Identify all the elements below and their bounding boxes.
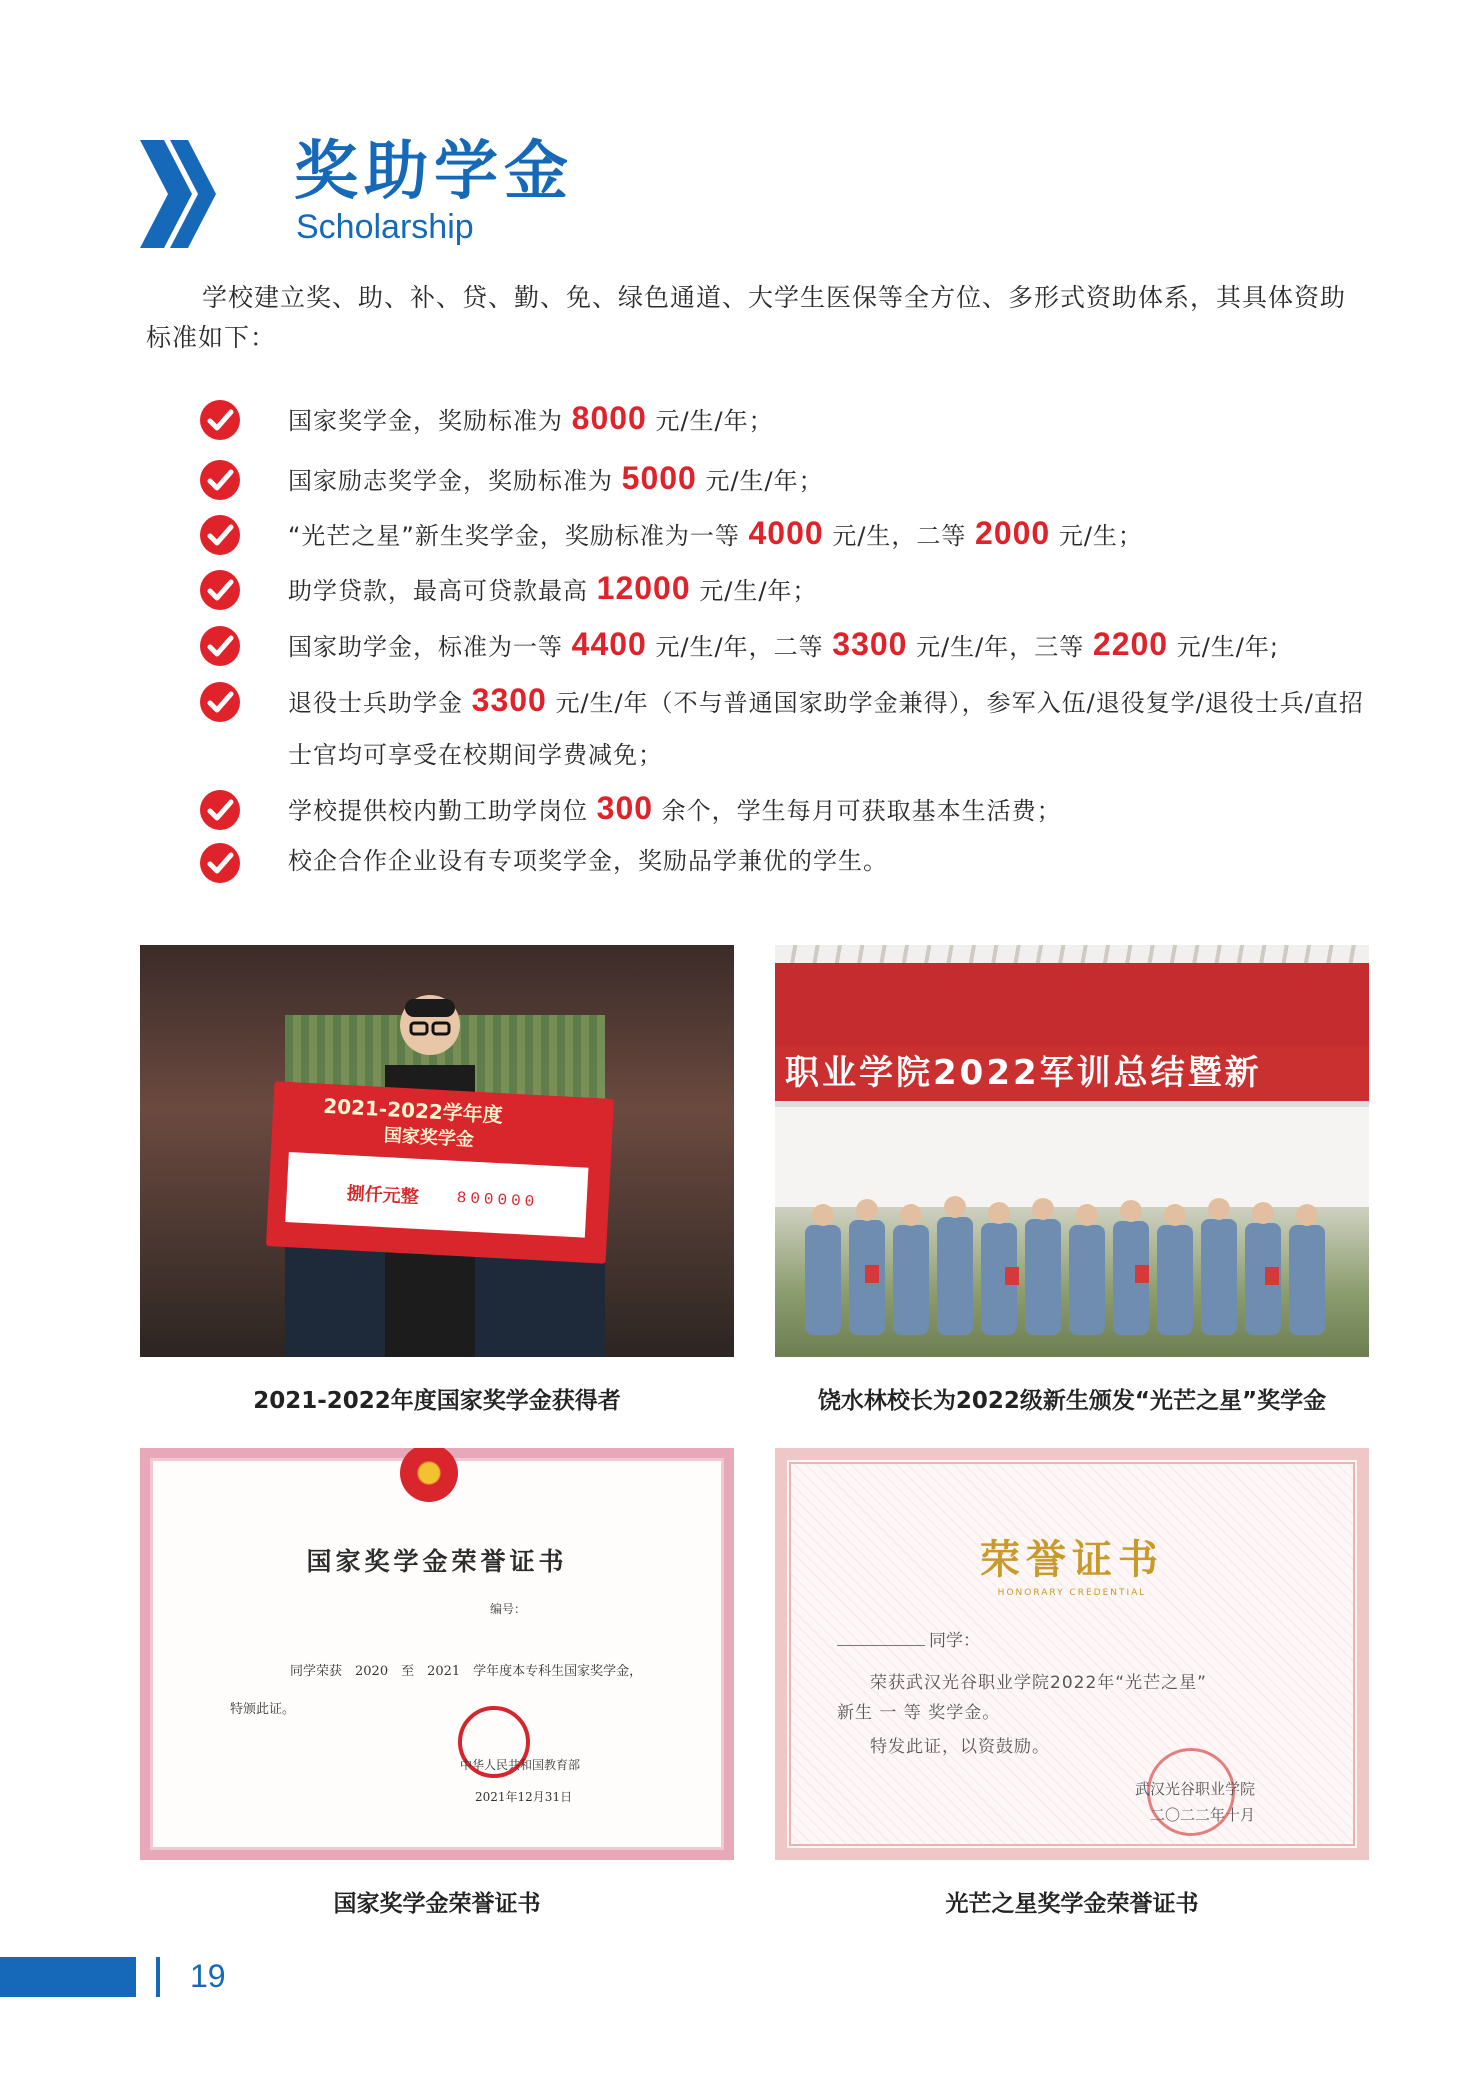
page-number: 19 [190, 1958, 226, 1994]
text-segment: 助学贷款，最高可贷款最高 [288, 577, 597, 605]
text-segment: 国家助学金，标准为一等 [288, 633, 572, 661]
certificate-national-scholarship [140, 1448, 734, 1860]
amount-value: 12000 [596, 570, 691, 606]
text-segment: 元/生/年，三等 [907, 633, 1093, 661]
list-item [200, 680, 1388, 781]
board-amount: 800000 [456, 1188, 539, 1212]
list-item-text [288, 507, 1388, 562]
section-title: 奖助学金 [294, 135, 574, 209]
board-words: 捌仟元整 [346, 1183, 420, 1208]
amount-value: 8000 [571, 400, 647, 436]
text-segment: 元/生/年； [646, 407, 774, 435]
footer-divider [156, 1957, 160, 1997]
list-item-text [288, 562, 1388, 617]
cert2-line1: 同学： [837, 1626, 980, 1651]
cert1-title: 国家奖学金荣誉证书 [306, 1547, 568, 1576]
check-icon [200, 843, 240, 883]
text-segment: 学校提供校内勤工助学岗位 [288, 797, 597, 825]
check-icon [200, 515, 240, 555]
amount-value: 3300 [832, 626, 908, 662]
text-segment: 元/生/年，二等 [646, 633, 833, 661]
text-segment: 元/生/年； [690, 577, 818, 605]
cert1-body2: 特颁此证。 [230, 1702, 296, 1717]
cert1-number-label: 编号： [490, 1602, 527, 1616]
amount-value: 300 [596, 790, 654, 826]
cert2-subtitle: HONORARY CREDENTIAL [997, 1588, 1147, 1598]
check-icon [200, 460, 240, 500]
text-segment: 国家励志奖学金，奖励标准为 [288, 467, 622, 495]
text-segment: 校企合作企业设有专项奖学金，奖励品学兼优的学生。 [288, 847, 888, 875]
cert2-title: 荣誉证书 [980, 1536, 1164, 1583]
amount-value: 5000 [621, 460, 697, 496]
list-item [200, 458, 1388, 507]
list-item [200, 513, 1388, 562]
section-subtitle: Scholarship [296, 208, 474, 246]
text-segment: 元/生/年; [1168, 633, 1279, 661]
amount-value: 4000 [748, 515, 824, 551]
cert2-signer: 武汉光谷职业学院 [1135, 1780, 1256, 1798]
check-icon [200, 626, 240, 666]
board-title: 国家奖学金 [383, 1125, 475, 1151]
amount-value: 2200 [1092, 626, 1169, 662]
chevron-logo-icon [140, 140, 222, 248]
cert1-issuer: 中华人民共和国教育部 [460, 1758, 581, 1772]
cert1-date: 2021年12月31日 [475, 1790, 573, 1804]
ceremony-banner: 职业学院2022军训总结暨新 [775, 1045, 1369, 1101]
list-item-text [288, 674, 1388, 781]
check-icon [200, 400, 240, 440]
cert2-line3: 新生 一 等 奖学金。 [837, 1703, 1001, 1723]
students-group [805, 1195, 1335, 1355]
text-segment: 元/生/年（不与普通国家助学金兼得），参军入伍/退役复学/退役士兵/直招士官均可享受在校期间学费减免； [288, 689, 1364, 769]
list-item-text [288, 835, 1388, 887]
cert2-line4: 特发此证，以资鼓励。 [870, 1737, 1050, 1757]
list-item [200, 841, 1388, 887]
footer-bar [0, 1957, 136, 1997]
list-item [200, 568, 1388, 617]
text-segment: 退役士兵助学金 [288, 689, 472, 717]
text-segment: 元/生； [1050, 522, 1143, 550]
list-item [200, 398, 1388, 447]
list-item-text [288, 452, 1388, 507]
cert1-body: 同学荣获 2020 至 2021 学年度本专科生国家奖学金， [290, 1664, 643, 1679]
cert2-date: 二〇二二年十月 [1150, 1806, 1256, 1824]
list-item-text [288, 392, 1388, 447]
check-icon [200, 682, 240, 722]
list-item-text [288, 782, 1388, 837]
text-segment: 元/生，二等 [823, 522, 976, 550]
board-year: 2021-2022学年度 [322, 1093, 504, 1128]
text-segment: “光芒之星”新生奖学金，奖励标准为一等 [288, 522, 749, 550]
photo-award-winner [140, 945, 734, 1357]
text-segment: 余个，学生每月可获取基本生活费； [653, 797, 1062, 825]
amount-value: 2000 [975, 515, 1051, 551]
check-icon [200, 790, 240, 830]
caption-photo-1: 2021-2022年度国家奖学金获得者 [253, 1388, 621, 1414]
certificate-star-scholarship [775, 1448, 1369, 1860]
caption-cert-1: 国家奖学金荣誉证书 [333, 1891, 541, 1917]
list-item [200, 624, 1388, 673]
list-item [200, 788, 1388, 837]
scholarship-check-board [266, 1081, 614, 1264]
check-icon [200, 570, 240, 610]
photo-award-ceremony [775, 945, 1369, 1357]
amount-value: 3300 [471, 682, 547, 718]
intro-paragraph: 学校建立奖、助、补、贷、勤、免、绿色通道、大学生医保等全方位、多形式资助体系，其具体资助标准如下： [146, 283, 1347, 352]
caption-photo-2: 饶水林校长为2022级新生颁发“光芒之星”奖学金 [817, 1388, 1327, 1414]
list-item-text [288, 618, 1388, 673]
cert2-line2: 荣获武汉光谷职业学院2022年“光芒之星” [870, 1673, 1207, 1693]
caption-cert-2: 光芒之星奖学金荣誉证书 [945, 1891, 1199, 1917]
text-segment: 元/生/年； [696, 467, 824, 495]
amount-value: 4400 [571, 626, 647, 662]
text-segment: 国家奖学金，奖励标准为 [288, 407, 572, 435]
